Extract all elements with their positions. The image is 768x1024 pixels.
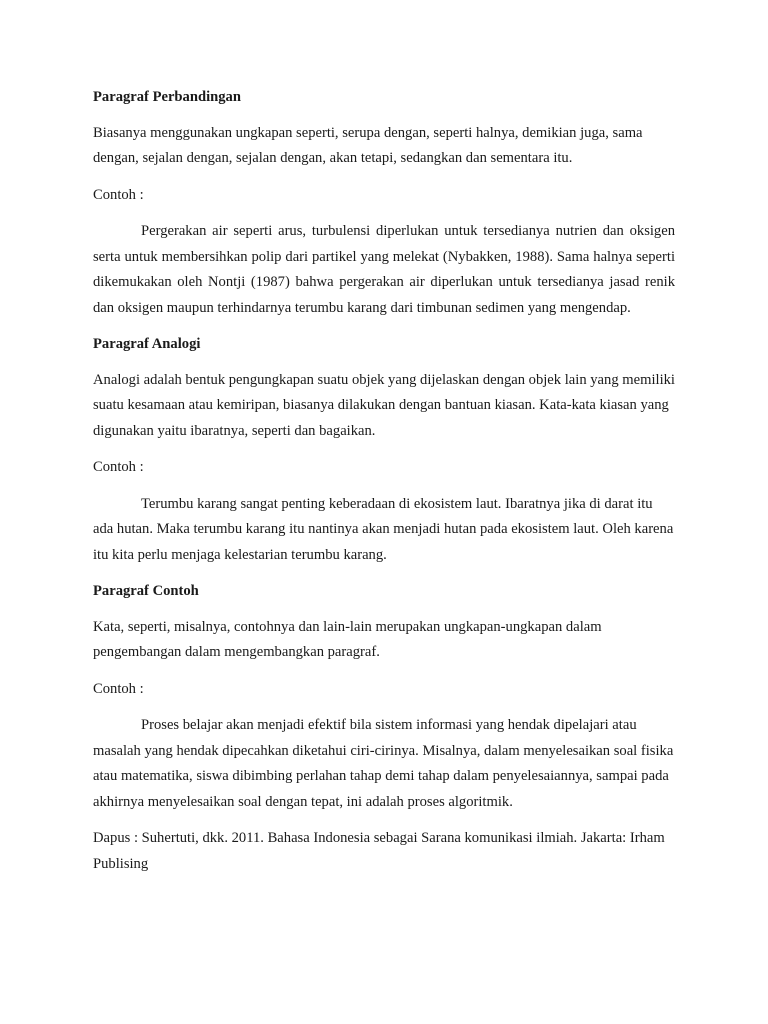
document-page: [93, 85, 675, 886]
section-analogi: [93, 332, 675, 568]
section-heading: Paragraf Perbandingan: [93, 89, 241, 105]
reference-citation: Dapus : Suhertuti, dkk. 2011. Bahasa Indonesia sebagai Sarana komunikasi ilmiah. Jakarta: Irham Publising: [93, 830, 665, 872]
section-heading: Paragraf Analogi: [93, 336, 201, 352]
section-description: Analogi adalah bentuk pengungkapan suatu objek yang dijelaskan dengan objek lain yang memiliki suatu kesamaan atau kemiripan, biasanya dilakukan dengan bantuan kiasan. Kata-kata kiasan yang digunakan yaitu ibaratnya, seperti dan bagaikan.: [93, 371, 675, 439]
example-label: Contoh :: [93, 186, 144, 203]
example-paragraph: Proses belajar akan menjadi efektif bila sistem informasi yang hendak dipelajari atau masalah yang hendak dipecahkan diketahui ciri-cirinya. Misalnya, dalam menyelesaikan soal fisika atau matematika, siswa dibimbing perlahan tahap demi tahap dalam penyelesaiannya, sampai pada akhirnya menyelesaikan soal dengan tepat, ini adalah proses algoritmik.: [93, 717, 674, 810]
section-description: Biasanya menggunakan ungkapan seperti, serupa dengan, seperti halnya, demikian juga, sama dengan, sejalan dengan, sejalan dengan, akan tetapi, sedangkan dan sementara itu.: [93, 124, 643, 166]
section-heading: Paragraf Contoh: [93, 583, 199, 599]
section-perbandingan: [93, 85, 675, 321]
section-contoh: [93, 579, 675, 815]
example-paragraph: Pergerakan air seperti arus, turbulensi diperlukan untuk tersedianya nutrien dan oksigen serta untuk membersihkan polip dari partikel yang melekat (Nybakken, 1988). Sama halnya seperti dikemukakan oleh Nontji (1987) bahwa pergerakan air diperlukan untuk tersedianya jasad renik dan oksigen maupun terhindarnya terumbu karang dari timbunan sedimen yang mengendap.: [93, 223, 675, 316]
section-description: Kata, seperti, misalnya, contohnya dan lain-lain merupakan ungkapan-ungkapan dalam pengembangan dalam mengembangkan paragraf.: [93, 618, 602, 660]
example-label: Contoh :: [93, 459, 144, 475]
example-paragraph: Terumbu karang sangat penting keberadaan di ekosistem laut. Ibaratnya jika di darat itu ada hutan. Maka terumbu karang itu nantinya akan menjadi hutan pada ekosistem laut. Oleh karena itu kita perlu menjaga kelestarian terumbu karang.: [93, 495, 674, 563]
example-label: Contoh :: [93, 680, 144, 697]
